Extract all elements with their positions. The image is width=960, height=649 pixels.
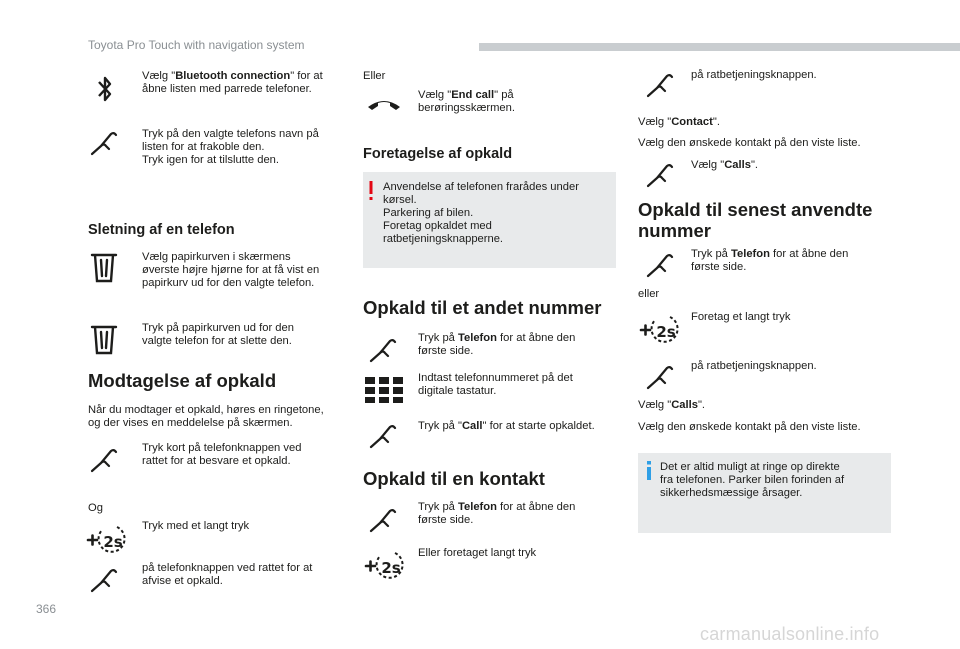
long-press-alt-text: Eller foretaget langt tryk: [418, 547, 537, 559]
select-calls-label: Vælg "Calls".: [638, 399, 706, 411]
enter-number-text: Indtast telefonnummeret på det digitale tastatur.: [418, 372, 573, 397]
header-bar: [479, 43, 960, 51]
touch-finger-icon: [368, 335, 398, 365]
touch-finger-icon: [89, 565, 119, 595]
svg-text:2s: 2s: [103, 533, 123, 551]
receive-call-intro: Når du modtager et opkald, høres en ringetone, og der vises en meddelelse på skærmen.: [88, 404, 324, 429]
og-text: Og: [88, 502, 103, 514]
touch-finger-icon: [368, 505, 398, 535]
select-calls-text: Vælg "Calls".: [691, 159, 759, 171]
page-header-title: Toyota Pro Touch with navigation system: [88, 38, 305, 52]
trash-corner-text: Vælg papirkurven i skærmens øverste højre hjørne for at få vist en papirkurv ud for den valgte telefon.: [142, 251, 320, 289]
eller-text-2: eller: [638, 288, 660, 300]
other-number-heading: Opkald til et andet nummer: [363, 297, 602, 318]
touch-finger-icon: [89, 445, 119, 475]
telefon-open-text-2: Tryk på Telefon for at åbne den første side.: [418, 501, 576, 526]
trash-delete-text: Tryk på papirkurven ud for den valgte telefon for at slette den.: [142, 322, 294, 347]
warning-icon: [367, 181, 375, 201]
keypad-icon: [364, 376, 404, 404]
info-icon: [645, 461, 653, 481]
bluetooth-connection-text: Vælg "Bluetooth connection" for at åbne listen med parrede telefoner.: [142, 70, 323, 95]
telefon-open-text: Tryk på Telefon for at åbne den første side.: [418, 332, 576, 357]
hold-2s-icon: [84, 522, 128, 558]
bluetooth-icon: [96, 74, 114, 104]
svg-text:2s: 2s: [381, 559, 401, 577]
touch-finger-icon: [645, 250, 675, 280]
short-press-text: Tryk kort på telefonknappen ved rattet for at besvare et opkald.: [142, 442, 302, 467]
long-press-text: Tryk med et langt tryk: [142, 520, 250, 532]
select-contact-text-2: Vælg den ønskede kontakt på den viste liste.: [638, 421, 861, 433]
steering-button-text-2: på ratbetjeningsknappen.: [691, 360, 817, 372]
trash-icon: [90, 252, 118, 284]
touch-finger-icon: [645, 160, 675, 190]
page-number: 366: [36, 602, 57, 616]
reject-call-text: på telefonknappen ved rattet for at afvise et opkald.: [142, 562, 313, 587]
info-text: Det er altid muligt at ringe op direkte fra telefonen. Parker bilen forinden af sikkerhedsmæssige årsager.: [660, 461, 845, 499]
select-contact-label: Vælg "Contact".: [638, 116, 720, 128]
receive-call-heading: Modtagelse af opkald: [88, 370, 277, 391]
svg-text:2s: 2s: [656, 323, 676, 341]
select-contact-text: Vælg den ønskede kontakt på den viste liste.: [638, 137, 861, 149]
call-start-text: Tryk på "Call" for at starte opkaldet.: [418, 420, 595, 432]
contact-heading: Opkald til en kontakt: [363, 468, 545, 489]
make-call-heading: Foretagelse af opkald: [363, 146, 513, 162]
touch-finger-icon: [645, 362, 675, 392]
recent-number-heading: Opkald til senest anvendte nummer: [638, 199, 873, 241]
tap-phone-name-text: Tryk på den valgte telefons navn på listen for at frakoble den. Tryk igen for at tilslutte den.: [142, 128, 319, 166]
telefon-open-text-3: Tryk på Telefon for at åbne den første side.: [691, 248, 849, 273]
end-call-text: Vælg "End call" på berøringsskærmen.: [418, 89, 515, 114]
steering-button-text: på ratbetjeningsknappen.: [691, 69, 817, 81]
touch-finger-icon: [368, 421, 398, 451]
hold-2s-icon: [637, 312, 681, 348]
trash-icon: [90, 324, 118, 356]
long-press-text-2: Foretag et langt tryk: [691, 311, 791, 323]
eller-text: Eller: [363, 70, 386, 82]
touch-finger-icon: [89, 128, 119, 158]
watermark: carmanualsonline.info: [700, 624, 880, 644]
warning-text: Anvendelse af telefonen frarådes under kørsel. Parkering af bilen. Foretag opkaldet med ratbetjeningsknapperne.: [383, 181, 579, 245]
touch-finger-icon: [645, 70, 675, 100]
hold-2s-icon: [362, 548, 406, 584]
end-call-icon: [366, 96, 402, 112]
delete-phone-heading: Sletning af en telefon: [88, 222, 235, 238]
